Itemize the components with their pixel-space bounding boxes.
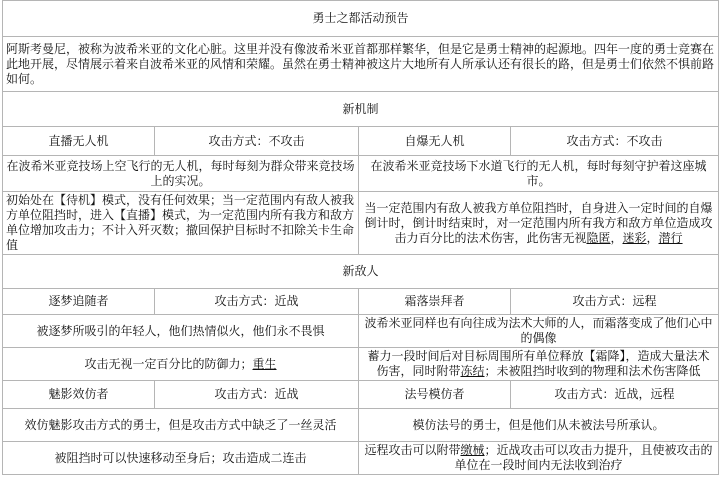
mech-right-desc: 在波希米亚竞技场下水道飞行的无人机，每时每刻守护着这座城市。 bbox=[359, 156, 719, 192]
enemy-2-attack: 攻击方式：远程 bbox=[511, 289, 719, 315]
page-title: 勇士之都活动预告 bbox=[3, 1, 719, 37]
mech-left-name: 直播无人机 bbox=[3, 127, 155, 156]
section-heading-enemies: 新敌人 bbox=[3, 255, 719, 289]
mech-right-effect-text: 当一定范围内有敌人被我方单位阻挡时，自身进入一定时间的自爆倒计时，倒计时结束时，对一定范围内所有我方和敌方单位造成攻击力百分比的法术伤害，此伤害无视 bbox=[364, 200, 713, 245]
term-link-camouflage[interactable]: 迷彩 bbox=[622, 230, 647, 245]
enemy-3-trait: 被阻挡时可以快速移动至身后；攻击造成二连击 bbox=[3, 442, 359, 475]
enemy-3-name: 魅影效仿者 bbox=[3, 381, 155, 409]
term-link-rebirth[interactable]: 重生 bbox=[252, 356, 277, 371]
enemy-4-name: 法号模仿者 bbox=[359, 381, 511, 409]
enemy-4-trait: 远程攻击可以附带缴械；近战攻击可以攻击力提升，且使被攻击的单位在一段时间内无法收到治疗 bbox=[359, 442, 719, 475]
mech-right-name: 自爆无人机 bbox=[359, 127, 511, 156]
enemy-2-name: 霜落崇拜者 bbox=[359, 289, 511, 315]
enemy-1-desc: 被逐梦所吸引的年轻人，他们热情似火，他们永不畏惧 bbox=[3, 315, 359, 348]
event-preview-table bbox=[2, 0, 719, 475]
term-link-freeze[interactable]: 冻结 bbox=[460, 364, 485, 378]
mech-right-effect: 当一定范围内有敌人被我方单位阻挡时，自身进入一定时间的自爆倒计时，倒计时结束时，对一定范围内所有我方和敌方单位造成攻击力百分比的法术伤害，此伤害无视隐匿，迷彩，潜行 bbox=[359, 192, 719, 255]
mech-left-attack: 攻击方式：不攻击 bbox=[155, 127, 359, 156]
mech-right-attack: 攻击方式：不攻击 bbox=[511, 127, 719, 156]
enemy-1-name: 逐梦追随者 bbox=[3, 289, 155, 315]
term-link-disarm[interactable]: 缴械 bbox=[460, 443, 485, 457]
enemy-1-trait: 攻击无视一定百分比的防御力；重生 bbox=[3, 348, 359, 381]
enemy-2-desc: 波希米亚同样也有向往成为法术大师的人，而霜落变成了他们心中的偶像 bbox=[359, 315, 719, 348]
enemy-3-attack: 攻击方式：近战 bbox=[155, 381, 359, 409]
term-link-hidden[interactable]: 隐匿 bbox=[586, 230, 611, 245]
mech-left-effect: 初始处在【待机】模式，没有任何效果；当一定范围内有敌人被我方单位阻挡时，进入【直播】模式，为一定范围内所有我方和敌方单位增加攻击力；不计入歼灭数；撤回保护目标时不扣除关卡生命值 bbox=[3, 192, 359, 255]
section-heading-mechanism: 新机制 bbox=[3, 92, 719, 127]
enemy-3-desc: 效仿魅影攻击方式的勇士，但是攻击方式中缺乏了一丝灵活 bbox=[3, 409, 359, 442]
enemy-2-trait: 蓄力一段时间后对目标周围所有单位释放【霜降】，造成大量法术伤害，同时附带冻结；未被阻挡时收到的物理和法术伤害降低 bbox=[359, 348, 719, 381]
term-link-stealth[interactable]: 潜行 bbox=[658, 230, 683, 245]
enemy-4-desc: 模仿法号的勇士，但是他们从未被法号所承认。 bbox=[359, 409, 719, 442]
enemy-4-attack: 攻击方式：近战，远程 bbox=[511, 381, 719, 409]
mech-left-desc: 在波希米亚竞技场上空飞行的无人机，每时每刻为群众带来竞技场上的实况。 bbox=[3, 156, 359, 192]
intro-text: 阿斯考曼尼，被称为波希米亚的文化心脏。这里并没有像波希米亚首都那样繁华，但是它是勇士精神的起源地。四年一度的勇士竞赛在此地开展，尽情展示着来自波希米亚的风情和荣耀。虽然在勇士精神被这片大地所有人所承认还有很长的路，但是勇士们依然不惧前路如何。 bbox=[3, 37, 719, 92]
enemy-1-attack: 攻击方式：近战 bbox=[155, 289, 359, 315]
